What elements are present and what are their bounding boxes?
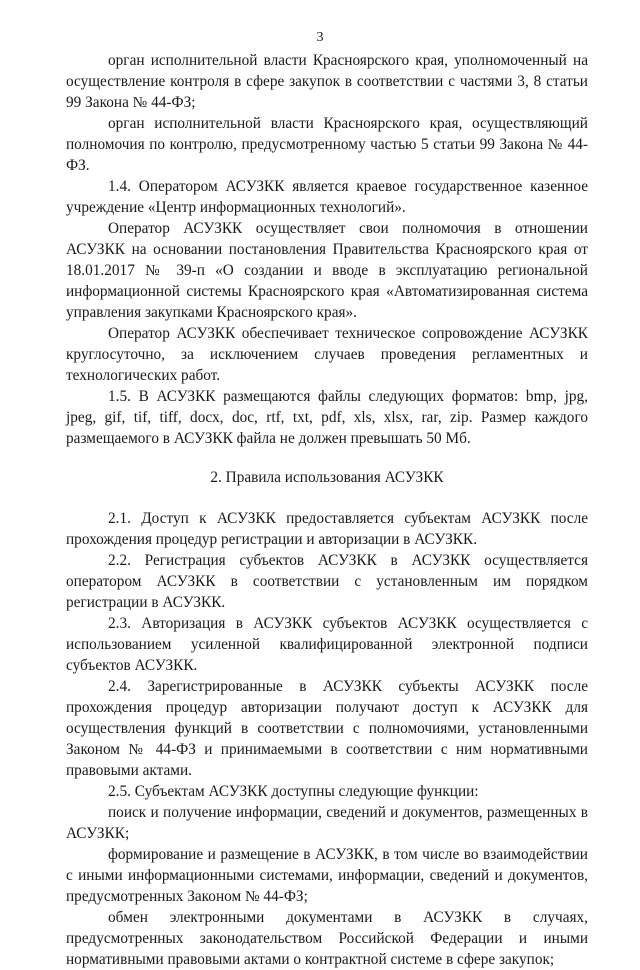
paragraph-2-3: 2.3. Авторизация в АСУЗКК субъектов АСУЗКК осуществляется с использованием усиленной квалифицированной электронной подписи субъектов АСУЗКК. bbox=[66, 615, 588, 674]
paragraph-2-1: 2.1. Доступ к АСУЗКК предоставляется субъектам АСУЗКК после прохождения процедур регистрации и авторизации в АСУЗКК. bbox=[66, 510, 588, 548]
section-heading: 2. Правила использования АСУЗКК bbox=[210, 469, 444, 486]
document-body bbox=[66, 50, 588, 970]
list-item-search: поиск и получение информации, сведений и документов, размещенных в АСУЗКК; bbox=[66, 804, 588, 842]
paragraph-2-2: 2.2. Регистрация субъектов АСУЗКК в АСУЗКК осуществляется оператором АСУЗКК в соответствии с установленным им порядком регистрации в АСУЗКК. bbox=[66, 552, 588, 611]
paragraph-control-organ-part5: орган исполнительной власти Красноярского края, осуществляющий полномочия по контролю, предусмотренному частью 5 статьи 99 Закона № 44-ФЗ. bbox=[66, 115, 588, 174]
paragraph-operator-powers: Оператор АСУЗКК осуществляет свои полномочия в отношении АСУЗКК на основании постановления Правительства Красноярского края от 18.01.2017 № 39-п «О создании и вводе в эксплуатацию региональной информационной системы Красноярского края «Автоматизированная система управления закупками Красноярского края». bbox=[66, 220, 588, 321]
paragraph-1-5: 1.5. В АСУЗКК размещаются файлы следующих форматов: bmp, jpg, jpeg, gif, tif, tiff, docx, doc, rtf, txt, pdf, xls, xlsx, rar, zip. Размер каждого размещаемого в АСУЗКК файла не должен превышать 50 Мб. bbox=[66, 388, 588, 447]
paragraph-control-organ: орган исполнительной власти Красноярского края, уполномоченный на осуществление контроля в сфере закупок в соответствии с частями 3, 8 статьи 99 Закона № 44-ФЗ; bbox=[66, 52, 588, 111]
paragraph-2-5: 2.5. Субъектам АСУЗКК доступны следующие функции: bbox=[108, 783, 479, 800]
paragraph-operator-support: Оператор АСУЗКК обеспечивает техническое сопровождение АСУЗКК круглосуточно, за исключением случаев проведения регламентных и технологических работ. bbox=[66, 325, 588, 384]
list-item-exchange: обмен электронными документами в АСУЗКК в случаях, предусмотренных законодательством Российской Федерации и иными нормативными правовыми актами о контрактной системе в сфере закупок; bbox=[66, 909, 588, 968]
paragraph-1-4: 1.4. Оператором АСУЗКК является краевое государственное казенное учреждение «Центр информационных технологий». bbox=[66, 178, 588, 216]
page-number: 3 bbox=[316, 30, 324, 45]
list-item-formation: формирование и размещение в АСУЗКК, в том числе во взаимодействии с иными информационными системами, информации, сведений и документов, предусмотренных Законом № 44-ФЗ; bbox=[66, 846, 588, 905]
paragraph-2-4: 2.4. Зарегистрированные в АСУЗКК субъекты АСУЗКК после прохождения процедур авторизации получают доступ к АСУЗКК для осуществления функций в соответствии с полномочиями, установленными Законом № 44-ФЗ и принимаемыми в соответствии с ним нормативными правовыми актами. bbox=[66, 678, 588, 779]
